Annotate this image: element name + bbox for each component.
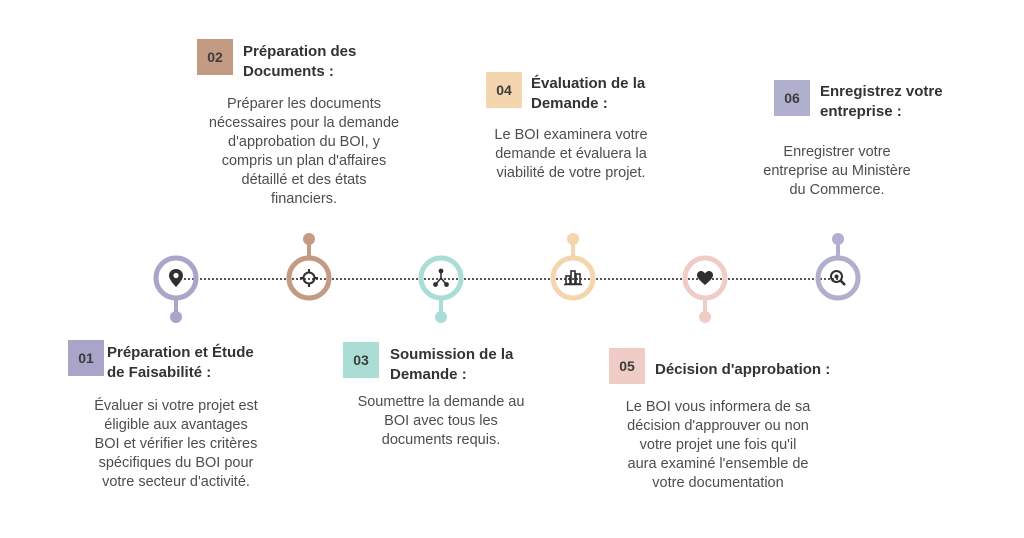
step-03-badge: 03	[343, 342, 379, 378]
network-icon	[433, 269, 449, 287]
step-06-title: Enregistrez votre entreprise :	[820, 83, 943, 120]
step-02-marker	[279, 223, 339, 303]
location-pin-icon	[169, 269, 183, 287]
step-04-title: Évaluation de la Demande :	[531, 75, 646, 112]
step-03-marker	[411, 253, 471, 333]
step-03-title: Soumission de la Demande :	[390, 346, 514, 383]
step-05-marker	[675, 253, 735, 333]
timeline-dotted-line	[176, 278, 838, 280]
step-05-title: Décision d'approbation :	[655, 361, 831, 378]
step-03-description: Soumettre la demande au BOI avec tous les documents requis.	[357, 394, 525, 448]
step-01-badge: 01	[68, 340, 104, 376]
step-01-description: Évaluer si votre projet est éligible aux avantages BOI et vérifier les critères spécifiques du BOI pour votre secteur d'activité.	[94, 398, 258, 490]
step-02-title: Préparation des Documents :	[243, 43, 357, 80]
step-06-description: Enregistrer votre entreprise au Ministère du Commerce.	[763, 144, 911, 198]
step-01-title: Préparation et Étude de Faisabilité :	[107, 344, 254, 381]
step-04-badge: 04	[486, 72, 522, 108]
step-06-marker	[808, 223, 868, 303]
step-04-description: Le BOI examinera votre demande et évaluera la viabilité de votre projet.	[494, 127, 648, 181]
heart-icon	[697, 271, 713, 285]
step-06-badge: 06	[774, 80, 810, 116]
step-02-description: Préparer les documents nécessaires pour la demande d'approbation du BOI, y compris un plan d'affaires détaillé et des états financiers.	[208, 96, 400, 207]
step-01-marker	[146, 253, 206, 333]
step-05-badge: 05	[609, 348, 645, 384]
magnifier-icon	[831, 271, 845, 285]
step-02-badge: 02	[197, 39, 233, 75]
step-05-description: Le BOI vous informera de sa décision d'approuver ou non votre projet une fois qu'il aura examiné l'ensemble de votre documentation	[625, 399, 811, 491]
bar-chart-icon	[564, 271, 582, 285]
step-04-marker	[543, 223, 603, 303]
crosshair-icon	[300, 269, 318, 287]
